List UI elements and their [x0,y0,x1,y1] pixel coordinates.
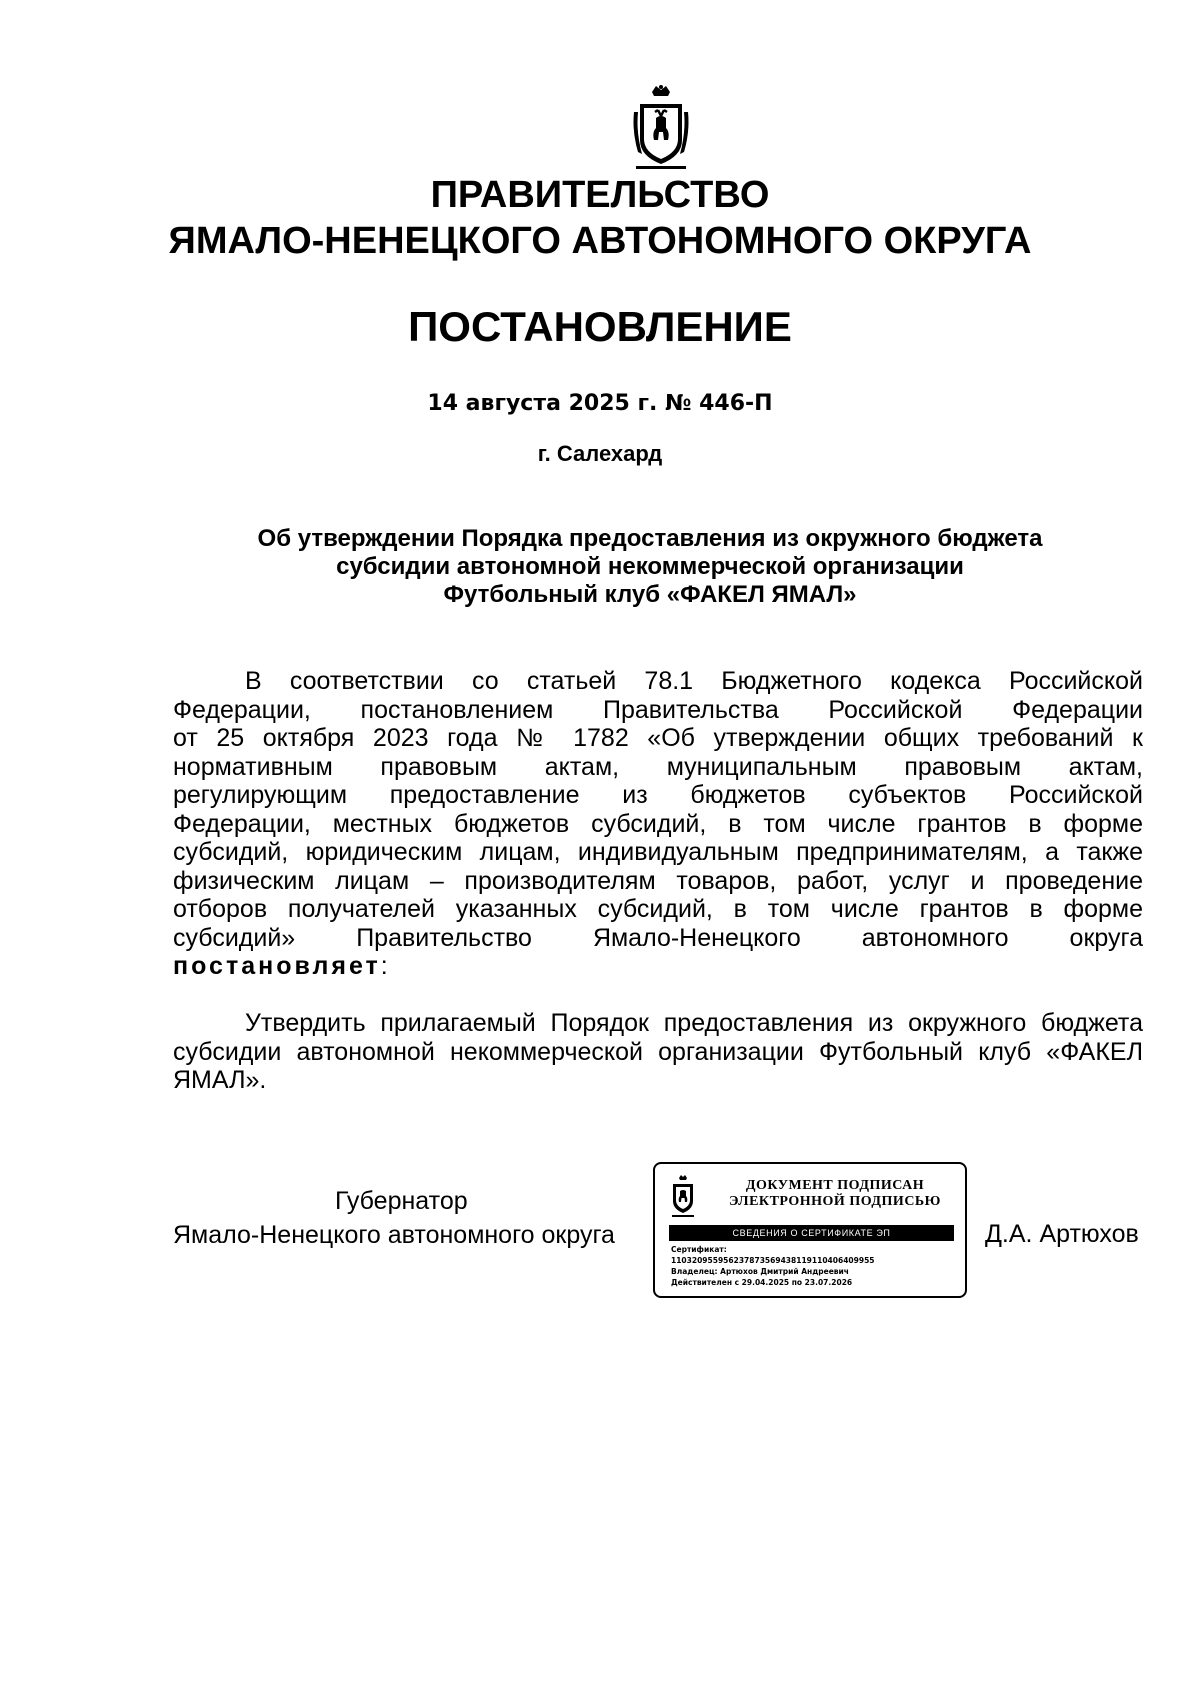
certificate-label: Сертификат: [671,1245,727,1254]
text-line: субсидий, юридическим лицам, индивидуальным предпринимателям, а также [173,838,1143,866]
text-line: В соответствии со статьей 78.1 Бюджетного кодекса Российской [245,667,1143,695]
text-line: ЯМАЛ». [173,1066,267,1094]
preamble-paragraph [173,667,1143,981]
subject-line: Об утверждении Порядка предоставления из окружного бюджета [257,525,1043,552]
certificate-owner: Владелец: Артюхов Дмитрий Андреевич [671,1267,849,1276]
stamp-title-line1: ДОКУМЕНТ ПОДПИСАН [745,1178,925,1193]
subject-line: Футбольный клуб «ФАКЕЛ ЯМАЛ» [443,581,857,608]
text-line: субсидии автономной некоммерческой организации Футбольный клуб «ФАКЕЛ [173,1037,1143,1066]
resolves-keyword: постановляет [173,952,381,980]
document-subject [200,525,1100,609]
coat-of-arms-icon [630,82,692,172]
text-line: отборов получателей указанных субсидий, в том числе грантов в форме [173,895,1143,923]
text-line: Федерации, постановлением Правительства Российской Федерации [173,695,1143,724]
subject-line: субсидии автономной некоммерческой организации [336,553,964,580]
text-line: нормативным правовым актам, муниципальным правовым актам, [173,752,1143,781]
resolves-colon: : [380,952,388,980]
certificate-info-bar: СВЕДЕНИЯ О СЕРТИФИКАТЕ ЭП [669,1225,954,1241]
document-date-number: 14 августа 2025 г. № 446-П [427,391,773,416]
text-line: физическим лицам – производителям товаров, работ, услуг и проведение [173,866,1143,895]
stamp-title-line2: ЭЛЕКТРОННОЙ ПОДПИСЬЮ [729,1194,941,1209]
text-line: от 25 октября 2023 года № 1782 «Об утверждении общих требований к [173,724,1143,752]
text-line [173,952,1143,981]
signatory-position [173,1184,643,1252]
certificate-number: 110320955956237873569438119110406409955 [671,1256,875,1265]
certificate-details [671,1244,961,1288]
certificate-validity: Действителен с 29.04.2025 по 23.07.2026 [671,1278,853,1287]
org-name-line2: ЯМАЛО-НЕНЕЦКОГО АВТОНОМНОГО ОКРУГА [168,220,1032,262]
coat-of-arms-icon [669,1174,697,1218]
text-line: Утвердить прилагаемый Порядок предоставления из окружного бюджета [245,1009,1143,1037]
electronic-signature-stamp [653,1162,967,1298]
stamp-title [715,1178,955,1210]
resolution-paragraph [173,1009,1143,1095]
position-title: Губернатор [335,1187,468,1215]
document-city: г. Салехард [537,441,663,466]
signatory-name: Д.А. Артюхов [985,1220,1139,1248]
document-type: ПОСТАНОВЛЕНИЕ [408,303,792,350]
position-region: Ямало-Ненецкого автономного округа [173,1221,615,1249]
text-line: субсидий» Правительство Ямало-Ненецкого автономного округа [173,923,1143,952]
org-name-line1: ПРАВИТЕЛЬСТВО [430,174,770,216]
text-line: Федерации, местных бюджетов субсидий, в том числе грантов в форме [173,809,1143,838]
text-line: регулирующим предоставление из бюджетов субъектов Российской [173,781,1143,809]
